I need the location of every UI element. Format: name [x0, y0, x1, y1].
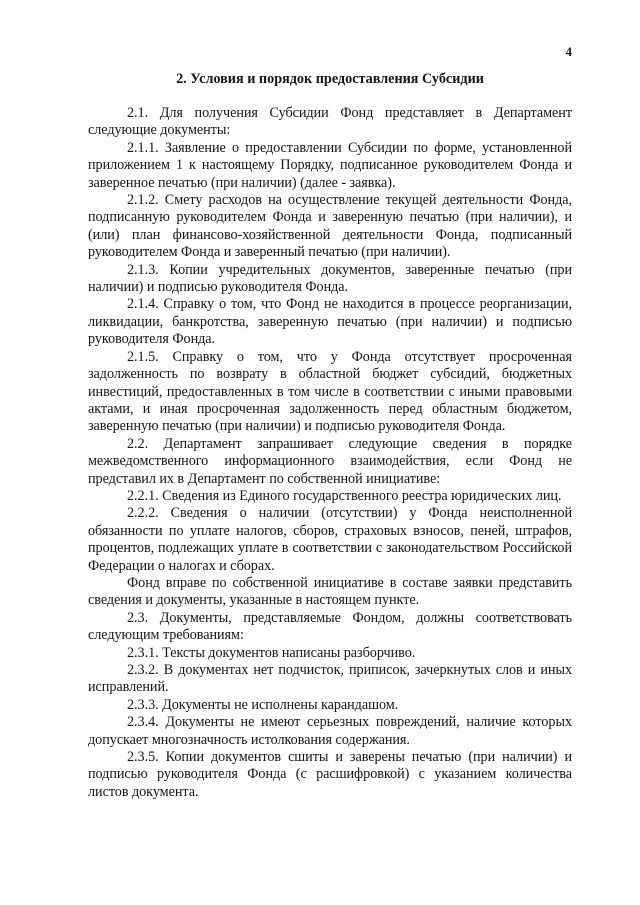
paragraph-2-1-4: 2.1.4. Справку о том, что Фонд не находится в процессе реорганизации, ликвидации, банкротства, заверенную печатью (при наличии) и подписью руководителя Фонда.	[88, 296, 572, 348]
paragraph-2-1-1: 2.1.1. Заявление о предоставлении Субсидии по форме, установленной приложением 1 к настоящему Порядку, подписанное руководителем Фонда и заверенное печатью (при наличии) (далее - заявка).	[88, 139, 572, 191]
paragraph-2-2: 2.2. Департамент запрашивает следующие сведения в порядке межведомственного информационного взаимодействия, если Фонд не представил их в Департамент по собственной инициативе:	[88, 435, 572, 487]
paragraph-2-2-1: 2.2.1. Сведения из Единого государственного реестра юридических лиц.	[127, 487, 562, 504]
paragraph-2-3: 2.3. Документы, представляемые Фондом, должны соответствовать следующим требованиям:	[88, 609, 572, 644]
paragraph-2-1-2: 2.1.2. Смету расходов на осуществление текущей деятельности Фонда, подписанную руководителем Фонда и заверенную печатью (при наличии), и (или) план финансово-хозяйственной деятельности Фонда, подписанный руководителем Фонда и заверенный печатью (при наличии).	[88, 192, 572, 261]
paragraph-2-1-5: 2.1.5. Справку о том, что у Фонда отсутствует просроченная задолженность по возврату в областной бюджет субсидий, бюджетных инвестиций, предоставленных в том числе в соответствии с иными правовыми актами, и иная просроченная задолженность перед областным бюджетом, заверенную печатью (при наличии) и подписью руководителя Фонда.	[88, 348, 572, 435]
paragraph-2-3-2: 2.3.2. В документах нет подчисток, приписок, зачеркнутых слов и иных исправлений.	[88, 662, 572, 696]
page-number: 4	[565, 44, 572, 59]
document-body	[88, 70, 572, 801]
paragraph-2-2-2: 2.2.2. Сведения о наличии (отсутствии) у Фонда неисполненной обязанности по уплате налогов, сборов, страховых взносов, пеней, штрафов, процентов, подлежащих уплате в соответствии с законодательством Российской Федерации о налогах и сборах.	[88, 505, 572, 574]
paragraph-2-3-1: 2.3.1. Тексты документов написаны разборчиво.	[127, 644, 416, 661]
section-title: 2. Условия и порядок предоставления Субсидии	[176, 71, 484, 87]
paragraph-fund-right: Фонд вправе по собственной инициативе в составе заявки представить сведения и документы, указанные в настоящем пункте.	[88, 574, 572, 609]
paragraph-2-3-5: 2.3.5. Копии документов сшиты и заверены печатью (при наличии) и подписью руководителя Фонда (с расшифровкой) с указанием количества листов документа.	[88, 749, 572, 800]
paragraph-2-1-3: 2.1.3. Копии учредительных документов, заверенные печатью (при наличии) и подписью руководителя Фонда.	[88, 261, 572, 296]
paragraph-2-3-4: 2.3.4. Документы не имеют серьезных повреждений, наличие которых допускает многозначность истолкования содержания.	[88, 714, 572, 748]
paragraph-2-1: 2.1. Для получения Субсидии Фонд представляет в Департамент следующие документы:	[88, 105, 572, 139]
paragraph-2-3-3: 2.3.3. Документы не исполнены карандашом.	[127, 696, 399, 713]
